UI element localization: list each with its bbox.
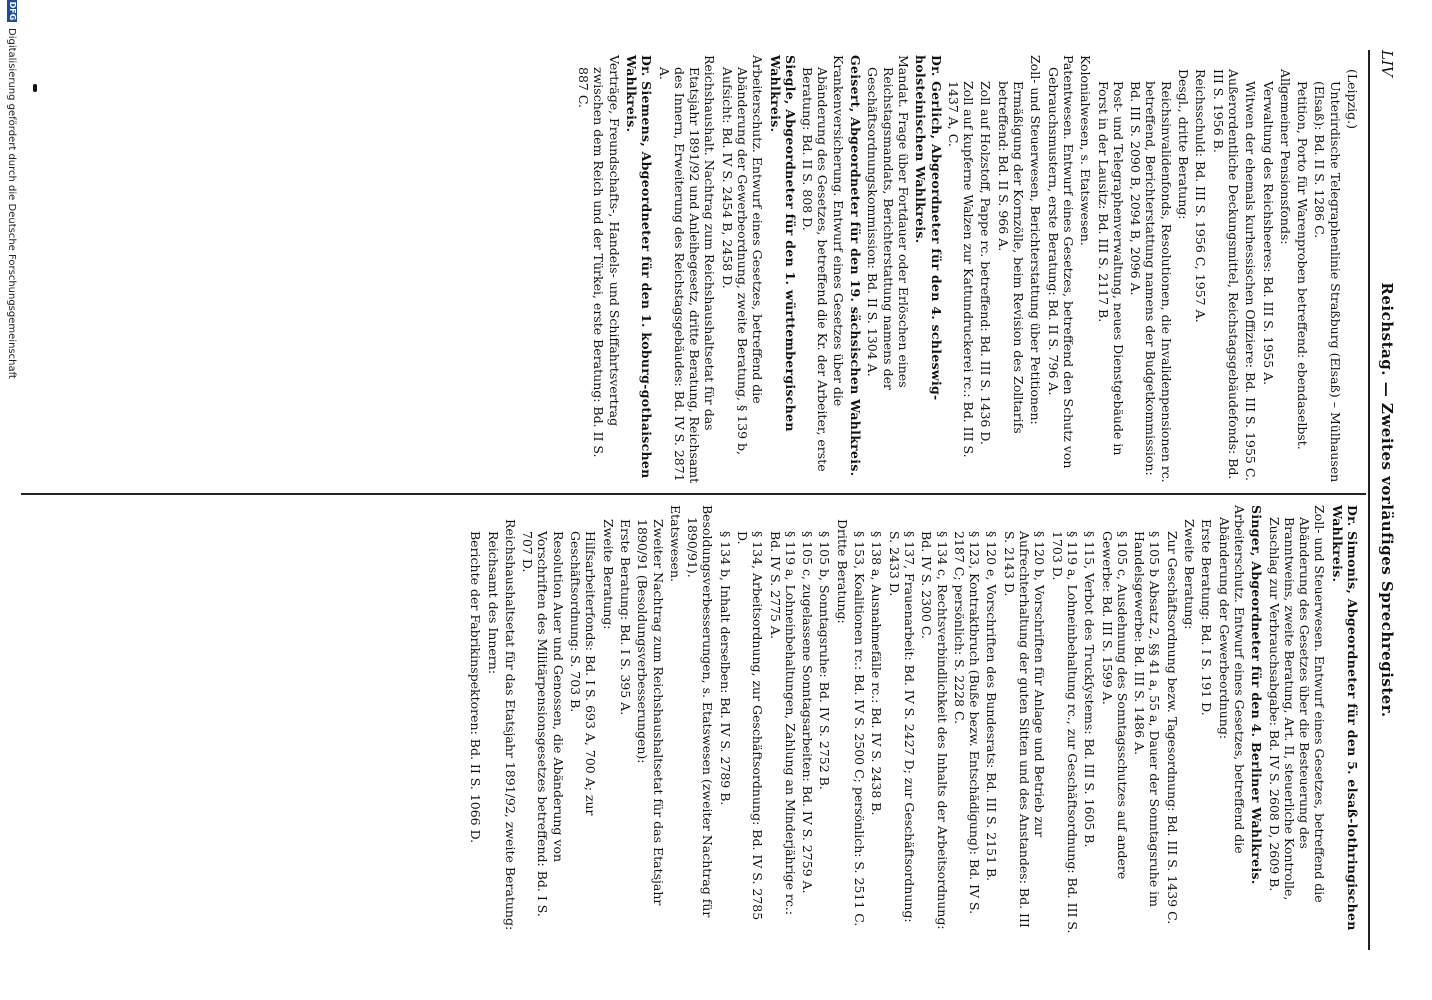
dfg-logo: DFG bbox=[8, 1, 17, 21]
header-rule bbox=[1368, 50, 1370, 950]
register-entry: Erste Beratung: Bd. I S. 395 A. bbox=[617, 519, 633, 716]
right-column bbox=[466, 505, 1360, 935]
register-entry: § 134 b, Inhalt derselben: Bd. IV S. 2789 B. bbox=[717, 531, 733, 806]
register-entry: Patentwesen. Entwurf eines Gesetzes, betreffend den Schutz von Gebrauchsmustern, erste Beratung: Bd. II S. 796 A. bbox=[1045, 55, 1076, 469]
register-entry: Zoll- und Steuerwesen. Entwurf eines Gesetzes, betreffend die Abänderung des Gesetzes über die Besteuerung des Branntweins, zweite Beratung, Art. II, steuerliche Kontrolle, Zuschlag zur Verbrauchsabgabe: Bd. IV S. 2608 D, 2609 B. bbox=[1266, 505, 1328, 903]
register-entry: Geisert, Abgeordneter für den 19. sächsischen Wahlkreis. bbox=[848, 55, 864, 477]
register-entry: § 120 b, Vorschriften für Anlage und Betrieb zur Aufrechterhaltung der guten Sitten und des Anstandes: Bd. III S. 2143 D. bbox=[1001, 531, 1048, 928]
register-entry: (Leipzig.) bbox=[1345, 69, 1360, 130]
register-entry: § 119 a, Lohneinbehaltungen, Zahlung an Minderjährige rc.: Bd. IV S. 2775 A. bbox=[767, 531, 798, 916]
register-entry: § 119 a, Lohneinbehaltung rc., zur Geschäftsordnung: Bd. III S. 1703 D. bbox=[1049, 531, 1080, 934]
register-entry: Verträge, Freundschafts-, Handels- und Schiffahrtsvertrag zwischen dem Reich und der Türkei, erste Beratung: Bd. II S. 887 C. bbox=[576, 55, 622, 458]
register-entry: Unterirdische Telegraphenlinie Straßburg (Elsaß) – Mülhausen (Elsaß): Bd. II S. 1286 C. bbox=[1312, 81, 1343, 483]
register-entry: Desgl., dritte Beratung: bbox=[1176, 69, 1192, 220]
register-entry: § 120 e, Vorschriften des Bundesrats: Bd. III S. 2151 B. bbox=[984, 531, 1000, 882]
register-entry: Singer, Abgeordneter für den 4. Berliner Wahlkreis. bbox=[1249, 505, 1265, 885]
register-entry: Reichsinvalidenfonds, Resolutionen, die Invalidenpensionen rc. betreffend, Berichterstattung namens der Budgetkommission: Bd. III S. 2090 B, 2094 B, 2096 A. bbox=[1128, 81, 1174, 483]
left-column bbox=[574, 55, 1360, 485]
register-entry: § 134 c, Rechtsverbindlichkeit des Inhalts der Arbeitsordnung: Bd. IV S. 2300 C. bbox=[919, 531, 950, 930]
page-number: LIV bbox=[1378, 50, 1396, 77]
register-entry: Allgemeiner Pensionsfonds: bbox=[1277, 69, 1293, 245]
register-entry: Dr. Siemens, Abgeordneter für den 1. koburg-gothaischen Wahlkreis. bbox=[623, 55, 655, 479]
register-entry: Dritte Beratung: bbox=[834, 519, 850, 624]
register-entry: Arbeiterschutz. Entwurf eines Gesetzes, betreffend die Abänderung der Gewerbeordnung, zweite Beratung, § 139 b, Aufsicht: Bd. IV S. 2454 B, 2458 D. bbox=[719, 55, 766, 455]
register-entry: Berichte der Fabrikinspektoren: Bd. II S. 1066 D. bbox=[468, 531, 484, 844]
register-entry: Zweiter Nachtrag zum Reichshaushaltsetat für das Etatsjahr 1890/91 (Besoldungsverbesserungen): bbox=[635, 519, 666, 906]
register-entry: Post- und Telegraphenverwaltung, neues Dienstgebäude in Forst in der Lausitz: Bd. III S. 2117 B. bbox=[1095, 81, 1126, 456]
register-entry: Reichsamt des Innern: bbox=[485, 531, 501, 675]
register-entry: Zoll auf Holzstoff, Pappe rc. betreffend: Bd. III S. 1436 D. bbox=[978, 81, 994, 445]
rotated-page-content bbox=[6, 0, 1410, 1000]
register-entry: Krankenversicherung. Entwurf eines Gesetzes über die Abänderung des Gesetzes, betreffend die Kr. der Arbeiter, erste Beratung: Bd. II S. 808 D. bbox=[800, 55, 846, 472]
register-entry: Dr. Simonis, Abgeordneter für den 5. elsaß-lothringischen Wahlkreis. bbox=[1329, 505, 1360, 931]
register-entry: § 105 c, zugelassene Sonntagsarbeiten: Bd. IV S. 2759 A. bbox=[800, 531, 816, 894]
register-entry: Reichsschuld: Bd. III S. 1956 C, 1957 A. bbox=[1193, 69, 1209, 323]
register-entry: § 105 b Absatz 2, §§ 41 a, 55 a, Dauer der Sonntagsruhe im Handelsgewerbe: Bd. III S. 1486 A. bbox=[1132, 531, 1163, 908]
page-header bbox=[1372, 50, 1402, 950]
register-entry: Mandat. Frage über Fortdauer oder Erlöschen eines Reichstagsmandats, Berichterstattung namens der Geschäftsordnungskommission: Bd. II S. 1304 A. bbox=[865, 55, 911, 390]
register-entry: § 137, Frauenarbeit: Bd. IV S. 2427 D; zur Geschäftsordnung: S. 2433 D. bbox=[886, 531, 917, 923]
register-entry: Etatswesen. bbox=[667, 505, 683, 582]
register-entry: Verwaltung des Reichsheeres: Bd. III S. 1955 A. bbox=[1260, 81, 1276, 386]
register-entry: Zoll auf kupferne Walzen zur Kattundruckerei rc.: Bd. III S. 1437 A, C. bbox=[945, 81, 977, 458]
register-entry: Besoldungsverbesserungen, s. Etatswesen (zweiter Nachtrag für 1890/91). bbox=[685, 505, 716, 918]
register-entry: Witwen der ehemals kurhessischen Offiziere: Bd. III S. 1955 C. bbox=[1243, 81, 1259, 481]
register-entry: § 123, Kontraktbruch (Buße bezw. Entschädigung): Bd. IV S. 2187 C; persönlich: S. 2228 C. bbox=[951, 531, 983, 915]
register-entry: Arbeiterschutz. Entwurf eines Gesetzes, betreffend die Abänderung der Gewerbeordnung: bbox=[1216, 505, 1247, 854]
register-entry: § 115, Verbot des Truckſystems: Bd. III S. 1605 B. bbox=[1082, 531, 1098, 848]
page-title: Reichstag. — Zweites vorläufiges Sprechregister. bbox=[1378, 282, 1396, 718]
register-entry: § 138 a, Ausnahmefälle rc.: Bd. IV S. 2438 B. bbox=[869, 531, 885, 816]
funding-note: Digitalisierung gefördert durch die Deutsche Forschungsgemeinschaft bbox=[6, 28, 17, 379]
register-entry: Reichshaushalt. Nachtrag zum Reichshaushaltsetat für das Etatsjahr 1891/92 und Anleihegesetz, dritte Beratung, Reichsamt des Innern, Erweiterung des Reichstagsgebäudes: Bd. IV S. 2871 A. bbox=[656, 55, 718, 484]
register-entry: § 153, Koalitionen rc.: Bd. IV S. 2500 C; persönlich: S. 2511 C. bbox=[852, 531, 868, 927]
register-entry: Außerordentliche Deckungsmittel, Reichstagsgebäudefonds: Bd. III S. 1956 B. bbox=[1210, 69, 1241, 480]
register-entry: Zweite Beratung: bbox=[600, 519, 616, 630]
register-entry: Hilfsarbeiterfonds: Bd. I S. 693 A, 700 A; zur Geschäftsordnung: S. 703 B. bbox=[568, 531, 599, 816]
register-entry: Zweite Beratung: bbox=[1182, 519, 1198, 630]
register-entry: Zur Geschäftsordnung bezw. Tagesordnung: Bd. III S. 1439 C. bbox=[1164, 531, 1180, 925]
register-entry: Zoll- und Steuerwesen, Berichterstattung über Petitionen: bbox=[1028, 55, 1044, 425]
register-entry: § 105 c, Ausdehnung des Sonntagsschutzes auf andere Gewerbe: Bd. III S. 1599 A. bbox=[1099, 531, 1130, 880]
footer bbox=[6, 0, 17, 1000]
register-entry: Ermäßigung der Kornzölle, beim Revision des Zolltarifs betreffend: Bd. II S. 966 A. bbox=[995, 81, 1027, 434]
register-entry: Kolonialwesen, s. Etatswesen. bbox=[1078, 55, 1094, 246]
ink-spot bbox=[33, 84, 37, 92]
column-divider bbox=[21, 493, 1366, 495]
register-entry: Erste Beratung: Bd. I S. 191 D. bbox=[1199, 519, 1215, 716]
register-entry: Siegle, Abgeordneter für den 1. württembergischen Wahlkreis. bbox=[767, 55, 798, 432]
register-entry: § 105 b, Sonntagsruhe: Bd. IV S. 2752 B. bbox=[817, 531, 833, 790]
register-entry: Reichshaushaltsetat für das Etatsjahr 1891/92, zweite Beratung: bbox=[502, 519, 518, 931]
register-entry: § 134, Arbeitsordnung, zur Geschäftsordnung: Bd. IV S. 2785 D. bbox=[735, 531, 766, 921]
register-entry: Dr. Gerlich, Abgeordneter für den 4. schleswig-holsteinischen Wahlkreis. bbox=[913, 55, 944, 401]
register-entry: Resolution Auer und Genossen, die Abänderung von Vorschriften des Militärpensionsgesetzes betreffend: Bd. I S. 707 D. bbox=[520, 531, 566, 917]
register-entry: Petition, Porto für Warenproben betreffend: ebendaselbst. bbox=[1295, 81, 1311, 450]
